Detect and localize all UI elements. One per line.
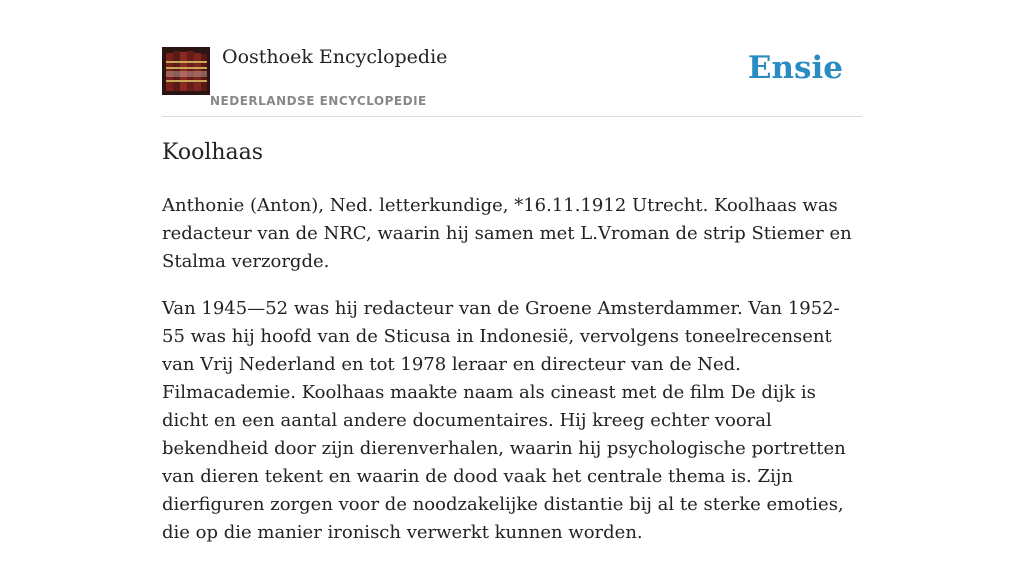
- article-body: [162, 192, 862, 566]
- article-paragraph: Anthonie (Anton), Ned. letterkundige, *16.11.1912 Utrecht. Koolhaas was redacteur van de NRC, waarin hij samen met L.Vroman de strip Stiemer en Stalma verzorgde.: [162, 195, 852, 272]
- brand-logo[interactable]: Ensie: [747, 50, 843, 86]
- site-name[interactable]: Oosthoek Encyclopedie: [222, 46, 448, 68]
- site-header: [162, 0, 862, 117]
- article-paragraph: Van 1945—52 was hij redacteur van de Groene Amsterdammer. Van 1952-55 was hij hoofd van de Sticusa in Indonesië, vervolgens toneelrecensent van Vrij Nederland en tot 1978 leraar en directeur van de Ned. Filmacademie. Koolhaas maakte naam als cineast met de film De dijk is dicht en een aantal andere documentaires. Hij kreeg echter vooral bekendheid door zijn dierenverhalen, waarin hij psychologische portretten van dieren tekent en waarin de dood vaak het centrale thema is. Zijn dierfiguren zorgen voor de noodzakelijke distantie bij al te sterke emoties, die op die manier ironisch verwerkt kunnen worden.: [162, 298, 846, 543]
- encyclopedia-books-icon[interactable]: [162, 47, 210, 95]
- site-subtitle: NEDERLANDSE ENCYCLOPEDIE: [210, 94, 427, 108]
- page-title: Koolhaas: [162, 140, 264, 165]
